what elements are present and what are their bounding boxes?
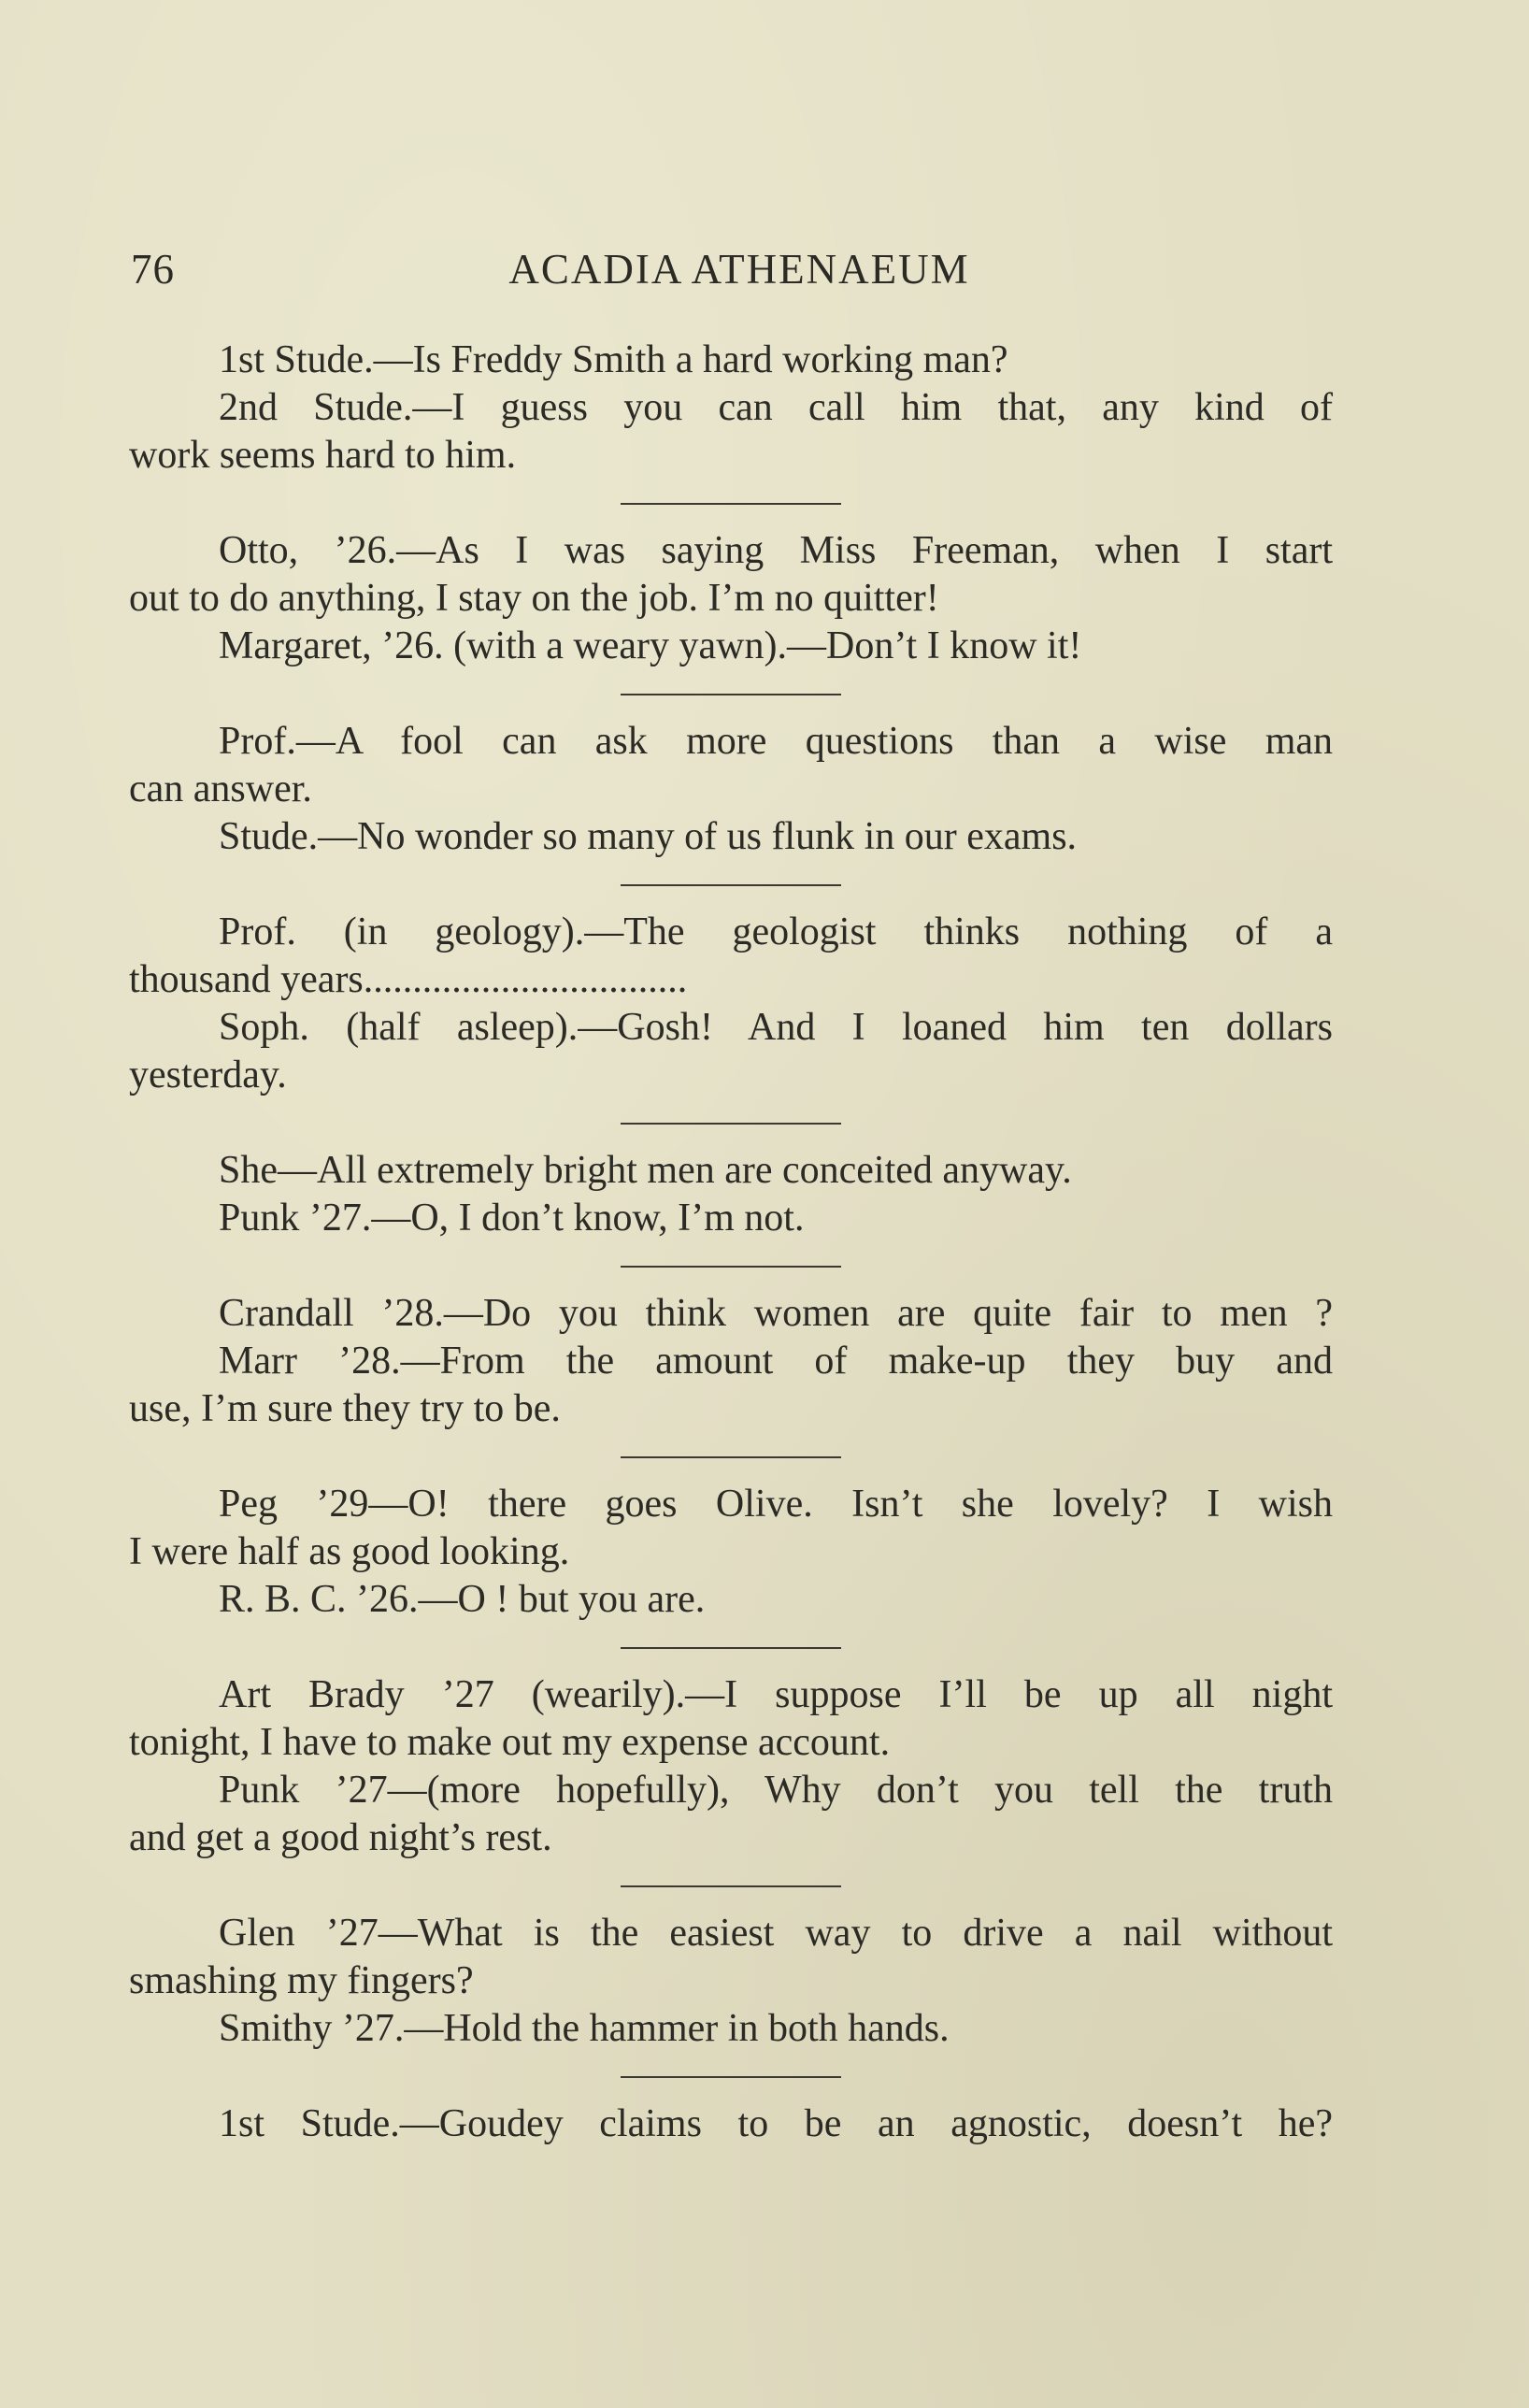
document-body — [129, 337, 1333, 2148]
rule-line — [621, 1647, 841, 1649]
text-line: Glen ’27—What is the easiest way to drive a nail without — [219, 1912, 1333, 1955]
text-line: Punk ’27.—O, I don’t know, I’m not. — [219, 1197, 805, 1240]
separator-rule — [129, 2053, 1333, 2100]
rule-line — [621, 503, 841, 505]
text-line: work seems hard to him. — [129, 434, 517, 477]
text-line: Margaret, ’26. (with a weary yawn).—Don’t I know it! — [219, 624, 1082, 667]
joke-entry — [129, 718, 1333, 861]
rule-line — [621, 1456, 841, 1458]
rule-line — [621, 2076, 841, 2078]
joke-entry — [129, 2100, 1333, 2148]
separator-rule — [129, 861, 1333, 909]
joke-entry — [129, 909, 1333, 1099]
text-line: out to do anything, I stay on the job. I’m no quitter! — [129, 577, 939, 620]
text-line: Stude.—No wonder so many of us flunk in our exams. — [219, 815, 1078, 858]
page-number: 76 — [131, 246, 175, 293]
text-line: I were half as good looking. — [129, 1530, 570, 1573]
text-line: Peg ’29—O! there goes Olive. Isn’t she lovely? I wish — [219, 1483, 1333, 1526]
text-line: tonight, I have to make out my expense account. — [129, 1721, 891, 1764]
separator-rule — [129, 480, 1333, 527]
joke-entry — [129, 1910, 1333, 2053]
text-line: Prof. (in geology).—The geologist thinks nothing of a — [219, 910, 1333, 953]
joke-entry — [129, 1290, 1333, 1433]
page-header — [131, 245, 1329, 301]
rule-line — [621, 1885, 841, 1887]
text-line: and get a good night’s rest. — [129, 1816, 552, 1859]
separator-rule — [129, 1242, 1333, 1290]
rule-line — [621, 1123, 841, 1125]
text-line: R. B. C. ’26.—O ! but you are. — [219, 1578, 706, 1621]
separator-rule — [129, 1624, 1333, 1671]
joke-entry — [129, 1147, 1333, 1242]
text-line: yesterday. — [129, 1054, 287, 1096]
joke-entry — [129, 337, 1333, 480]
running-head: ACADIA ATHENAEUM — [508, 246, 970, 293]
separator-rule — [129, 670, 1333, 718]
text-line: Smithy ’27.—Hold the hammer in both hands. — [219, 2007, 950, 2050]
joke-entry — [129, 1671, 1333, 1862]
joke-entry — [129, 527, 1333, 670]
separator-rule — [129, 1433, 1333, 1481]
separator-rule — [129, 1099, 1333, 1147]
text-line: 1st Stude.—Is Freddy Smith a hard working man? — [219, 338, 1008, 381]
text-line: Punk ’27—(more hopefully), Why don’t you tell the truth — [219, 1769, 1333, 1812]
rule-line — [621, 884, 841, 886]
text-line: smashing my fingers? — [129, 1959, 474, 2002]
text-line: 1st Stude.—Goudey claims to be an agnostic, doesn’t he? — [219, 2102, 1333, 2145]
text-line: Marr ’28.—From the amount of make-up they buy and — [219, 1340, 1333, 1383]
text-line: She—All extremely bright men are conceited anyway. — [219, 1149, 1072, 1192]
text-line: Soph. (half asleep).—Gosh! And I loaned him ten dollars — [219, 1006, 1333, 1049]
joke-entry — [129, 1481, 1333, 1624]
text-line: can answer. — [129, 767, 312, 810]
text-line: Crandall ’28.—Do you think women are quite fair to men ? — [219, 1292, 1333, 1335]
rule-line — [621, 1266, 841, 1268]
text-line: use, I’m sure they try to be. — [129, 1387, 561, 1430]
text-line: thousand years................................. — [129, 958, 688, 1001]
text-line: Prof.—A fool can ask more questions than a wise man — [219, 720, 1333, 763]
text-line: Art Brady ’27 (wearily).—I suppose I’ll be up all night — [219, 1673, 1333, 1716]
text-line: 2nd Stude.—I guess you can call him that, any kind of — [219, 386, 1333, 429]
rule-line — [621, 694, 841, 695]
separator-rule — [129, 1862, 1333, 1910]
text-line: Otto, ’26.—As I was saying Miss Freeman, when I start — [219, 529, 1333, 572]
